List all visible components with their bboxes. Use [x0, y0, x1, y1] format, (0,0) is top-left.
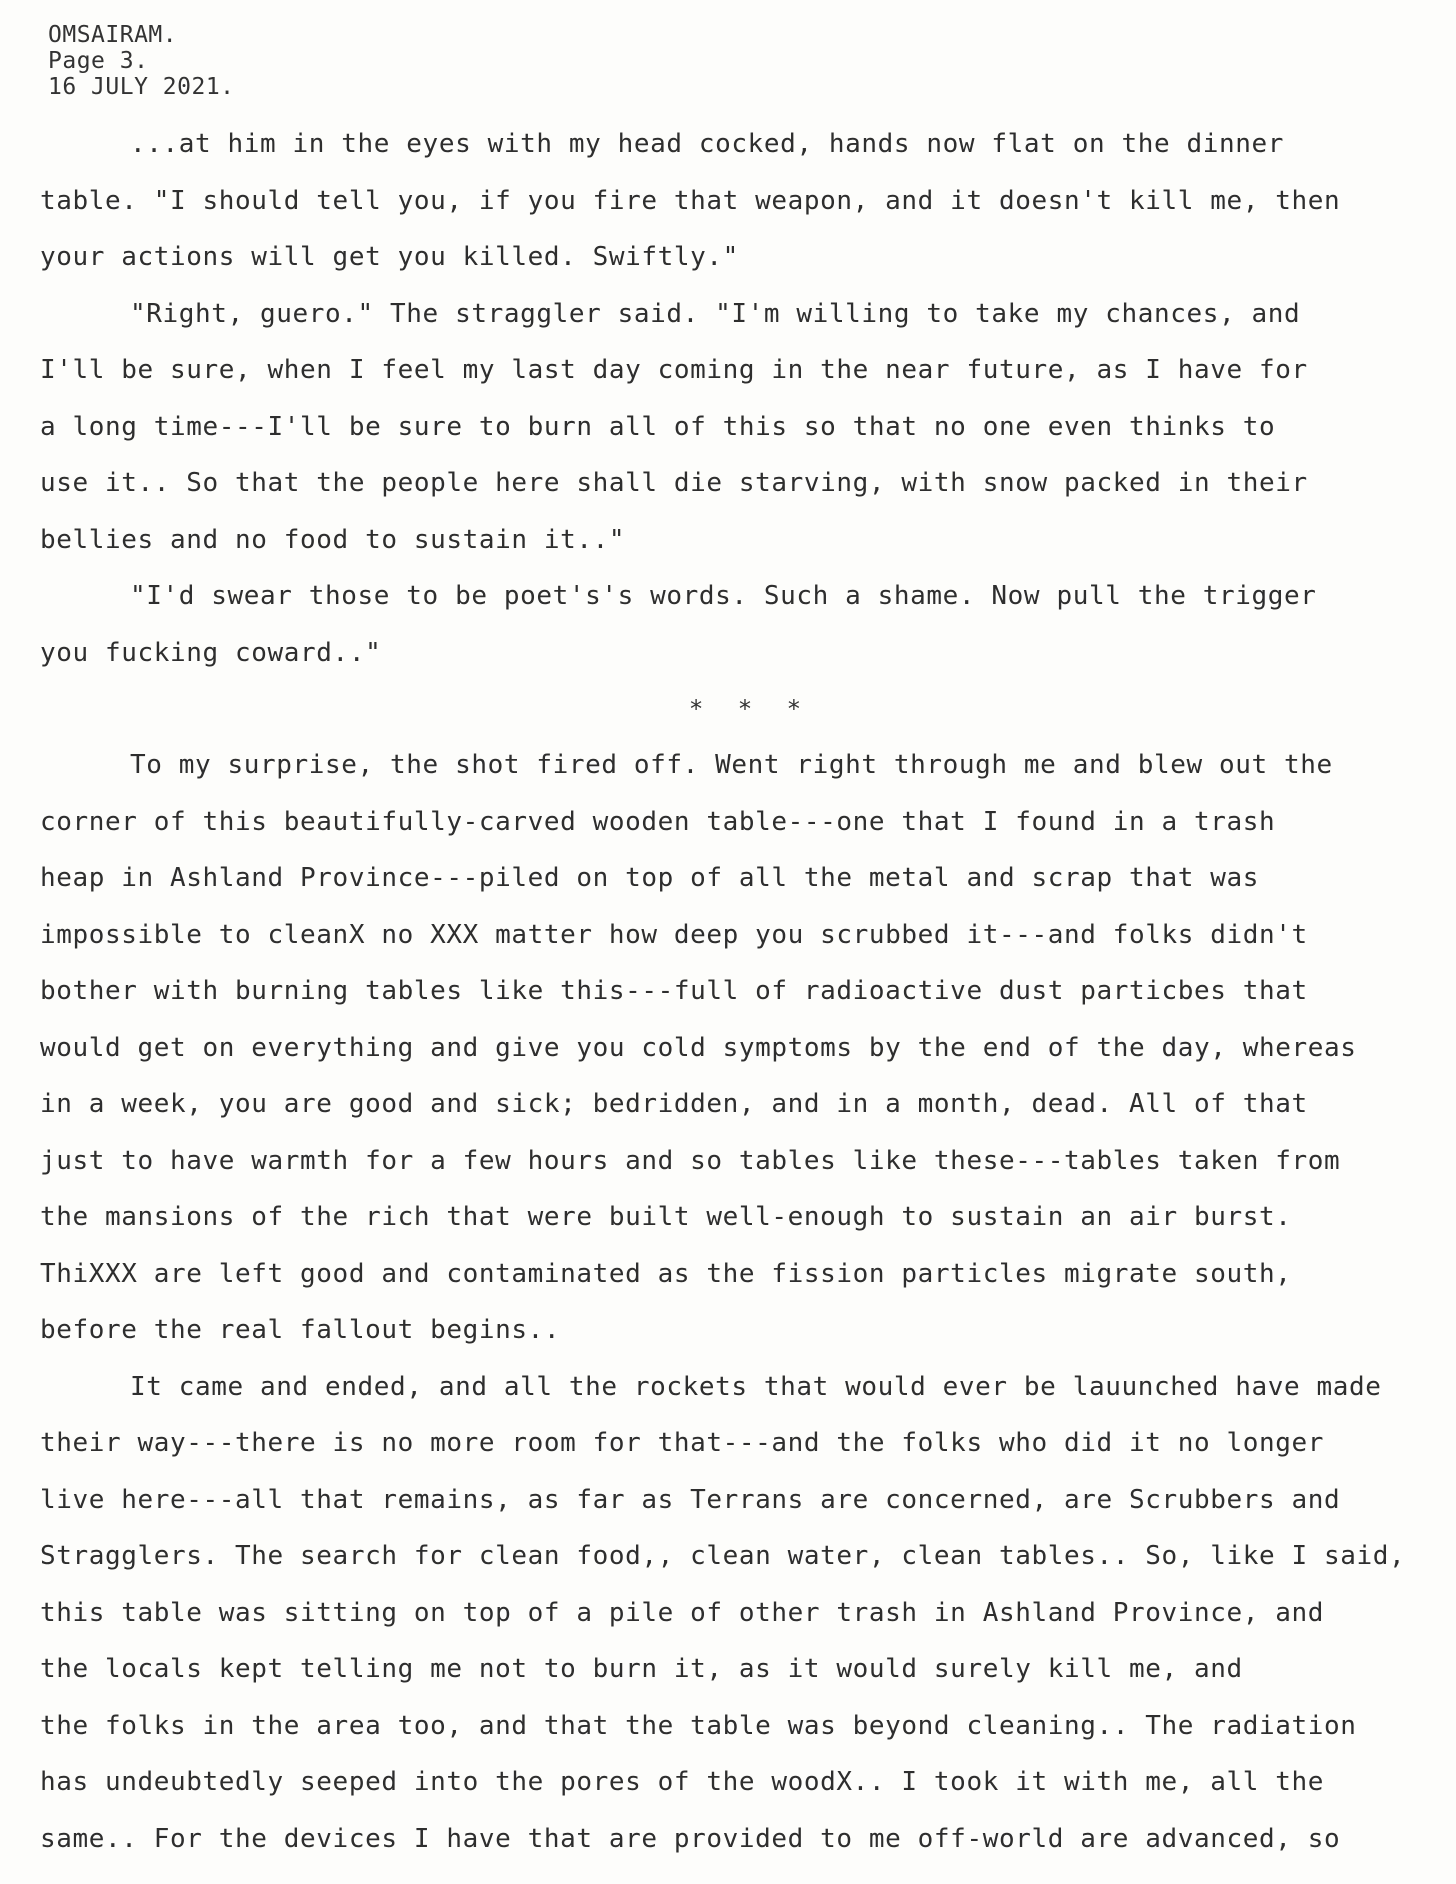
text-line: heap in Ashland Province---piled on top of all the metal and scrap that was [40, 863, 1259, 893]
text-line: ThiXXX are left good and contaminated as the fission particles migrate south, [40, 1258, 1292, 1289]
text-line: bellies and no food to sustain it.." [40, 524, 626, 555]
text-line: "Right, guero." The straggler said. "I'm willing to take my chances, and [130, 298, 1301, 329]
text-line: has undeubtedly seeped into the pores of the woodX.. I took it with me, all the [40, 1767, 1325, 1797]
page-body [40, 128, 1430, 1879]
text-line: just to have warmth for a few hours and so tables like these---tables taken from [40, 1145, 1341, 1176]
text-line: before the real fallout begins.. [40, 1315, 561, 1345]
text-line: would get on everything and give you cold symptoms by the end of the day, whereas [40, 1032, 1357, 1063]
text-block-1 [40, 128, 1430, 693]
text-line: bother with burning tables like this---full of radioactive dust particbes that [40, 976, 1308, 1006]
text-line: It came and ended, and all the rockets that would ever be lauunched have made [130, 1371, 1382, 1402]
text-line: the mansions of the rich that were built well-enough to sustain an air burst. [40, 1202, 1292, 1232]
text-line: the locals kept telling me not to burn it, as it would surely kill me, and [40, 1654, 1243, 1684]
text-line: same.. For the devices I have that are provided to me off-world are advanced, so [40, 1823, 1341, 1854]
text-line: I'll be sure, when I feel my last day coming in the near future, as I have for [40, 355, 1308, 385]
text-line: Stragglers. The search for clean food,, clean water, clean tables.. So, like I said, [40, 1541, 1406, 1571]
header-page-number: Page 3. [48, 48, 149, 74]
text-line: impossible to cleanX no XXX matter how deep you scrubbed it---and folks didn't [40, 919, 1308, 950]
text-line: the folks in the area too, and that the table was beyond cleaning.. The radiation [40, 1710, 1357, 1741]
header-date: 16 JULY 2021. [48, 74, 235, 100]
text-line: in a week, you are good and sick; bedridden, and in a month, dead. All of that [40, 1089, 1308, 1119]
section-separator: * * * [688, 695, 812, 723]
text-line: ...at him in the eyes with my head cocked, hands now flat on the dinner [130, 129, 1284, 159]
text-line: a long time---I'll be sure to burn all of this so that no one even thinks to [40, 411, 1276, 442]
text-line: their way---there is no more room for that---and the folks who did it no longer [40, 1428, 1325, 1458]
text-line: use it.. So that the people here shall die starving, with snow packed in their [40, 468, 1308, 498]
text-line: "I'd swear those to be poet's's words. Such a shame. Now pull the trigger [130, 581, 1317, 611]
text-line: live here---all that remains, as far as Terrans are concerned, are Scrubbers and [40, 1484, 1341, 1515]
text-line: this table was sitting on top of a pile of other trash in Ashland Province, and [40, 1597, 1325, 1628]
page-header [48, 22, 235, 100]
text-line: table. "I should tell you, if you fire that weapon, and it doesn't kill me, then [40, 185, 1341, 216]
text-block-2 [40, 749, 1430, 1879]
text-line: you fucking coward.." [40, 637, 382, 668]
text-line: your actions will get you killed. Swiftly." [40, 242, 739, 272]
header-title: OMSAIRAM. [48, 22, 178, 48]
text-line: corner of this beautifully-carved wooden table---one that I found in a trash [40, 806, 1276, 837]
text-line: To my surprise, the shot fired off. Went right through me and blew out the [130, 750, 1333, 780]
